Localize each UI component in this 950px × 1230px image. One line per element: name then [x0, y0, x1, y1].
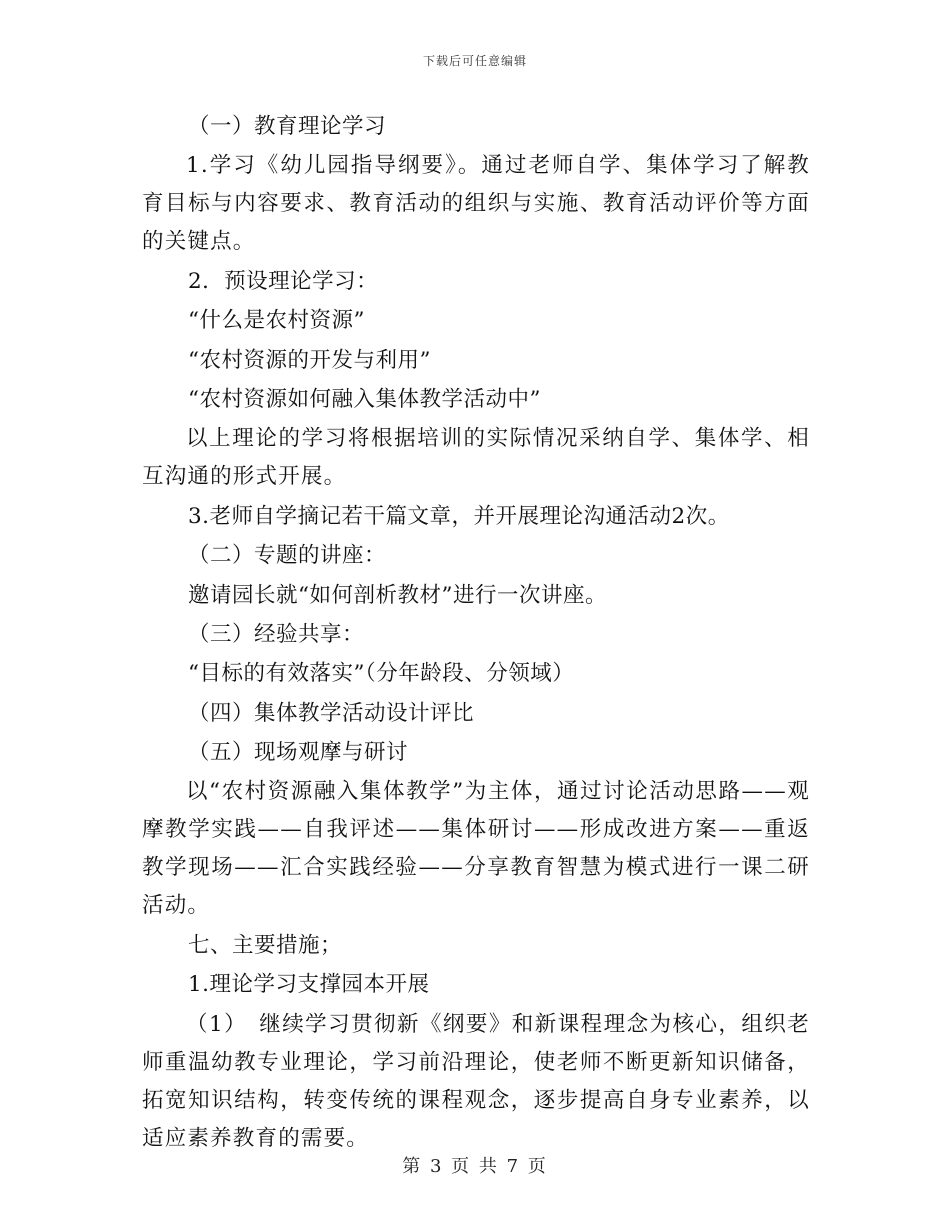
topic-rural-resources: “什么是农村资源”: [188, 308, 365, 334]
page-header: 下载后可任意编辑: [422, 54, 527, 68]
section-heading-lecture: （二）专题的讲座：: [188, 543, 387, 569]
topic-goal-implementation: “目标的有效落实”（分年龄段、分领域）: [188, 661, 575, 687]
paragraph-continue-study: （1） 继续学习贯彻新《纲要》和新课程理念为核心，组织老师重温幼教专业理论，学习前沿理论，使老师不断更新知识储备，拓宽知识结构，转变传统的课程观念，逐步提高自身专业素养，以适应素养教育的需要。: [142, 1011, 810, 1151]
document-body: [142, 108, 810, 1159]
section-heading-design-contest: （四）集体教学活动设计评比: [188, 700, 475, 726]
section-heading-experience: （三）经验共享：: [188, 621, 365, 647]
paragraph-learning-forms: 以上理论的学习将根据培训的实际情况采纳自学、集体学、相互沟通的形式开展。: [142, 426, 810, 490]
section-heading-observation: （五）现场观摩与研讨: [188, 740, 409, 766]
paragraph-guideline-study: 1.学习《幼儿园指导纲要》。通过老师自学、集体学习了解教育目标与内容要求、教育活动的组织与实施、教育活动评价等方面的关键点。: [142, 153, 810, 255]
item-theory-support: 1.理论学习支撑园本开展: [188, 972, 430, 998]
section-heading-measures: 七、主要措施；: [188, 932, 343, 958]
paragraph-observation: 以“农村资源融入集体教学”为主体，通过讨论活动思路——观摩教学实践——自我评述——集体研讨——形成改进方案——重返教学现场——汇合实践经验——分享教育智慧为模式进行一课二研活动。: [142, 779, 810, 919]
topic-integration: “农村资源如何融入集体教学活动中”: [188, 386, 541, 412]
item-self-study: 3.老师自学摘记若干篇文章，并开展理论沟通活动2次。: [188, 503, 730, 529]
page-footer: 第 3 页 共 7 页: [402, 1156, 548, 1177]
section-heading-theory: （一）教育理论学习: [188, 114, 387, 139]
topic-development-use: “农村资源的开发与利用”: [188, 347, 431, 373]
paragraph-lecture: 邀请园长就“如何剖析教材”进行一次讲座。: [188, 582, 607, 608]
item-preset-theory: 2．预设理论学习：: [188, 268, 379, 294]
